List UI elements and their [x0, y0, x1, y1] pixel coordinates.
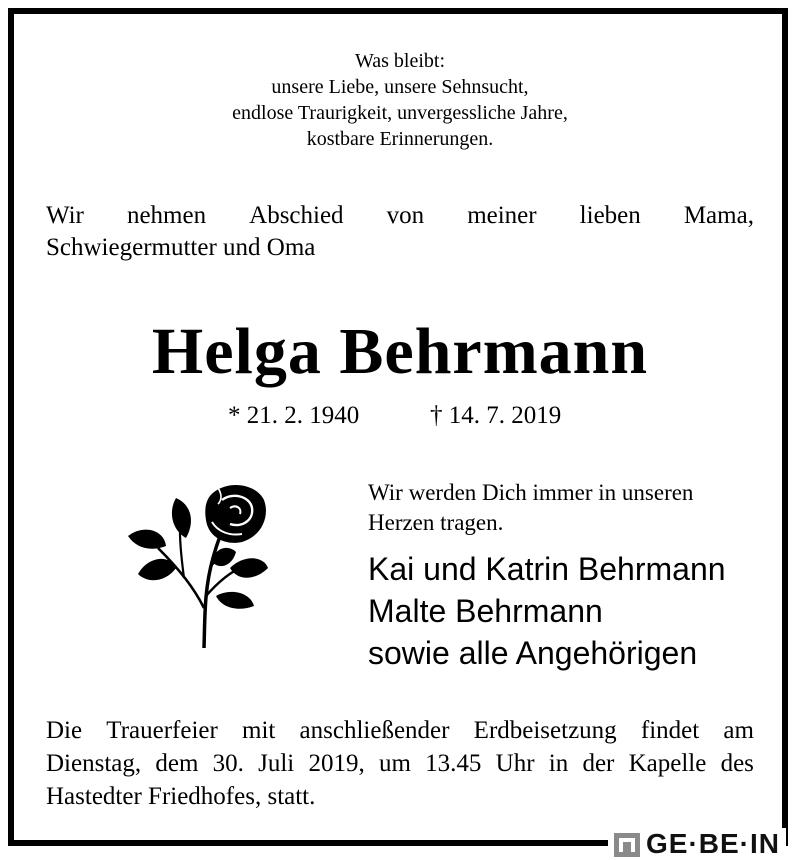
poem — [0, 48, 800, 152]
intro-word: Wir — [46, 202, 84, 229]
service-word: der — [582, 750, 615, 777]
service-word: 13.45 — [425, 750, 482, 777]
farewell-intro — [46, 200, 754, 264]
service-word: findet — [640, 717, 700, 744]
mourner-line: Kai und Katrin Behrmann — [368, 551, 726, 587]
service-word: Erdbeisetzung — [473, 717, 617, 744]
intro-word: lieben — [579, 202, 641, 229]
quote-line: Herzen tragen. — [368, 510, 504, 535]
service-line-3: Hastedter Friedhofes, statt. — [46, 783, 316, 810]
poem-line: endlose Traurigkeit, unvergessliche Jahre, — [232, 102, 568, 124]
service-word: des — [720, 750, 754, 777]
service-line-1 — [46, 714, 754, 747]
service-word: am — [723, 717, 754, 744]
poem-line: kostbare Erinnerungen. — [306, 128, 494, 150]
funeral-service-info — [46, 714, 754, 813]
service-word: Juli — [258, 750, 295, 777]
gebein-logo-icon — [614, 831, 640, 857]
service-word: 2019, — [308, 750, 365, 777]
mourners-list — [368, 548, 778, 674]
service-word: in — [548, 750, 569, 777]
rose-icon — [118, 478, 278, 650]
intro-word: von — [386, 202, 425, 229]
service-word: mit — [242, 717, 276, 744]
mourner-line: sowie alle Angehörigen — [368, 635, 698, 671]
birth-date: * 21. 2. 1940 — [228, 402, 360, 429]
service-word: Die — [46, 717, 83, 744]
mourner-line: Malte Behrmann — [368, 593, 603, 629]
death-date: † 14. 7. 2019 — [430, 402, 562, 429]
intro-word: nehmen — [126, 202, 207, 229]
deceased-name: Helga Behrmann — [151, 315, 649, 388]
intro-word: meiner — [467, 202, 537, 229]
poem-line: Was bleibt: — [354, 50, 446, 72]
service-word: Uhr — [495, 750, 535, 777]
intro-line-2: Schwiegermutter und Oma — [46, 234, 316, 261]
service-word: anschließender — [299, 717, 450, 744]
publisher-logo — [608, 828, 786, 860]
service-line-2 — [46, 747, 754, 780]
logo-text: GE·BE·IN — [646, 828, 780, 859]
service-word: Kapelle — [628, 750, 707, 777]
service-word: 30. — [212, 750, 244, 777]
service-word: Dienstag, — [46, 750, 142, 777]
service-word: Trauerfeier — [106, 717, 218, 744]
intro-word: Abschied — [249, 202, 344, 229]
service-word: um — [378, 750, 411, 777]
intro-line-1 — [46, 200, 754, 232]
quote-line: Wir werden Dich immer in unseren — [368, 480, 694, 505]
remembrance-quote — [368, 478, 768, 538]
poem-line: unsere Liebe, unsere Sehnsucht, — [271, 76, 529, 98]
service-word: dem — [155, 750, 199, 777]
intro-word: Mama, — [683, 202, 754, 229]
